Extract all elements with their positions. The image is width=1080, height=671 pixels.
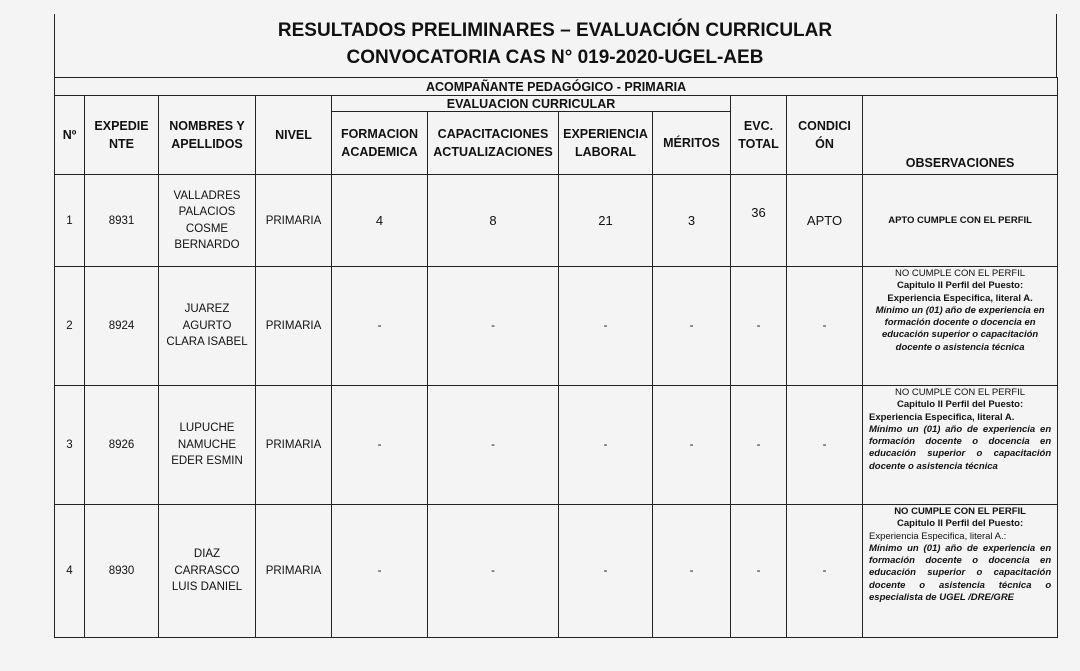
header-evc — [731, 96, 787, 175]
cell-formacion: - — [332, 505, 428, 638]
obs-literal: Experiencia Especifica, literal A.: — [869, 530, 1007, 542]
header-experiencia-l1: EXPERIENCIA — [563, 127, 648, 141]
cell-expediente: 8924 — [85, 267, 159, 386]
header-capacitaciones-l1: CAPACITACIONES — [437, 127, 549, 141]
cell-observaciones — [863, 267, 1058, 386]
header-formacion-l1: FORMACION — [340, 127, 419, 141]
cell-name-line: NAMUCHE — [177, 438, 237, 451]
cell-num: 2 — [55, 267, 85, 386]
cell-condicion: - — [787, 386, 863, 505]
header-experiencia — [559, 112, 653, 175]
cell-capacitaciones: - — [428, 267, 559, 386]
header-expediente-l1: EXPEDIE — [94, 119, 149, 133]
header-meritos: MÉRITOS — [653, 112, 731, 175]
cell-evc: 36 — [731, 175, 787, 267]
header-nivel: NIVEL — [256, 96, 332, 175]
cell-name-line: JUAREZ — [184, 303, 230, 316]
header-condicion-l2: ÓN — [815, 137, 834, 151]
cell-expediente: 8931 — [85, 175, 159, 267]
obs-head: NO CUMPLE CON EL PERFIL — [895, 268, 1026, 279]
cell-name — [159, 267, 256, 386]
obs-detail: Mínimo un (01) año de experiencia en formación docente o docencia en educación superior o capacitación docente o asistencia técnica — [869, 423, 1052, 472]
cell-condicion: - — [787, 505, 863, 638]
cell-name-line: AGURTO — [182, 319, 232, 332]
header-evc-l2: TOTAL — [738, 137, 779, 151]
cell-experiencia: - — [559, 386, 653, 505]
obs-chapter: Capitulo II Perfil del Puesto: — [897, 399, 1024, 411]
cell-name — [159, 386, 256, 505]
table-row — [55, 505, 1058, 638]
cell-evc: - — [731, 505, 787, 638]
cell-name — [159, 505, 256, 638]
cell-meritos: - — [653, 386, 731, 505]
cell-observaciones: APTO CUMPLE CON EL PERFIL — [863, 175, 1058, 267]
cell-name-line: CLARA ISABEL — [166, 336, 248, 349]
cell-meritos: - — [653, 505, 731, 638]
cell-experiencia: 21 — [559, 175, 653, 267]
table-row — [55, 175, 1058, 267]
frame-right-line — [1056, 14, 1057, 78]
header-num: Nº — [55, 96, 85, 175]
document-title-line1: RESULTADOS PRELIMINARES – EVALUACIÓN CURRICULAR — [277, 20, 833, 41]
cell-expediente: 8926 — [85, 386, 159, 505]
cell-name-line: LUPUCHE — [179, 422, 235, 435]
header-evc-l1: EVC. — [743, 119, 774, 133]
cell-num: 3 — [55, 386, 85, 505]
cell-evc: - — [731, 386, 787, 505]
cell-name-line: VALLADRES — [173, 189, 241, 202]
obs-literal: Experiencia Especifica, literal A. — [887, 292, 1033, 304]
header-experiencia-l2: LABORAL — [574, 145, 637, 159]
cell-name-line: CARRASCO — [174, 564, 240, 577]
header-formacion — [332, 112, 428, 175]
document-title-line2: CONVOCATORIA CAS N° 019-2020-UGEL-AEB — [346, 47, 764, 68]
obs-chapter: Capitulo II Perfil del Puesto: — [897, 518, 1024, 530]
cell-num: 1 — [55, 175, 85, 267]
header-nombres-l1: NOMBRES Y — [169, 119, 245, 133]
cell-nivel: PRIMARIA — [256, 175, 332, 267]
header-condicion-l1: CONDICI — [798, 119, 851, 133]
header-group-evaluacion: EVALUACION CURRICULAR — [332, 96, 731, 112]
header-capacitaciones-l2: ACTUALIZACIONES — [433, 145, 553, 159]
cell-observaciones — [863, 505, 1058, 638]
header-expediente-l2: NTE — [109, 137, 134, 151]
cell-meritos: 3 — [653, 175, 731, 267]
cell-name-line: DIAZ — [193, 548, 221, 561]
obs-literal: Experiencia Especifica, literal A. — [869, 411, 1015, 423]
cell-num: 4 — [55, 505, 85, 638]
cell-formacion: - — [332, 267, 428, 386]
cell-capacitaciones: 8 — [428, 175, 559, 267]
cell-name-line: COSME — [185, 222, 229, 235]
header-nombres — [159, 96, 256, 175]
obs-head: NO CUMPLE CON EL PERFIL — [895, 387, 1026, 398]
obs-head: NO CUMPLE CON EL PERFIL — [894, 506, 1026, 517]
section-title: ACOMPAÑANTE PEDAGÓGICO - PRIMARIA — [55, 78, 1058, 96]
cell-experiencia: - — [559, 267, 653, 386]
section-row — [55, 78, 1058, 96]
header-expediente — [85, 96, 159, 175]
cell-meritos: - — [653, 267, 731, 386]
cell-formacion: - — [332, 386, 428, 505]
cell-observaciones — [863, 386, 1058, 505]
cell-name-line: BERNARDO — [174, 239, 240, 251]
cell-condicion: APTO — [787, 175, 863, 267]
header-row-group — [55, 96, 1058, 112]
cell-nivel: PRIMARIA — [256, 267, 332, 386]
results-table — [54, 77, 1058, 638]
table-row — [55, 267, 1058, 386]
cell-name-line: PALACIOS — [178, 206, 236, 218]
header-condicion — [787, 96, 863, 175]
obs-detail: Mínimo un (01) año de experiencia en formación docente o docencia en educación superior o capacitación docente o asistencia técnica — [875, 304, 1045, 353]
header-formacion-l2: ACADEMICA — [341, 145, 418, 159]
table-row — [55, 386, 1058, 505]
cell-experiencia: - — [559, 505, 653, 638]
cell-condicion: - — [787, 267, 863, 386]
cell-capacitaciones: - — [428, 386, 559, 505]
obs-detail: Mínimo un (01) año de experiencia en formación docente o docencia en educación superior o capacitación docente o asistencia técnica o especialista de UGEL /DRE/GRE — [869, 542, 1052, 604]
header-nombres-l2: APELLIDOS — [171, 137, 243, 151]
cell-name — [159, 175, 256, 267]
header-capacitaciones — [428, 112, 559, 175]
cell-expediente: 8930 — [85, 505, 159, 638]
cell-name-line: EDER ESMIN — [171, 455, 243, 468]
cell-nivel: PRIMARIA — [256, 386, 332, 505]
cell-formacion: 4 — [332, 175, 428, 267]
cell-evc: - — [731, 267, 787, 386]
cell-nivel: PRIMARIA — [256, 505, 332, 638]
header-observaciones: OBSERVACIONES — [863, 96, 1058, 175]
cell-capacitaciones: - — [428, 505, 559, 638]
obs-chapter: Capitulo II Perfil del Puesto: — [897, 280, 1024, 292]
cell-name-line: LUIS DANIEL — [171, 581, 243, 594]
